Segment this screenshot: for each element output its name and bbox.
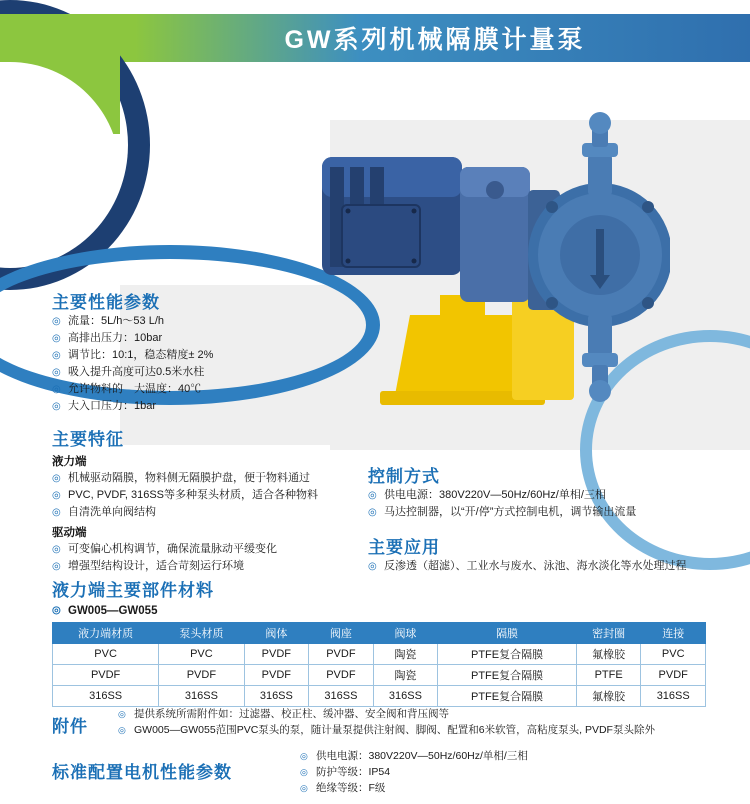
column-header: 阀座 [309,623,374,644]
table-cell: 陶瓷 [373,665,438,686]
list-item: ◎ 防护等级：IP54 [300,764,712,780]
materials-section-title: 液力端主要部件材料 [52,581,214,600]
column-header: 密封圈 [576,623,640,644]
list-item: ◎ 机械驱动隔膜，物料侧无隔膜护盘，便于物料通过 [52,470,382,487]
list-item: ◎ 马达控制器，以“开/停”方式控制电机，调节输出流量 [368,504,728,521]
column-header: 隔膜 [438,623,577,644]
list-item: ◎ 反渗透（超滤）、工业水与废水、泳池、海水淡化等水处理过程 [368,558,728,575]
table-cell: PVDF [244,644,309,665]
features-drive-list [52,541,382,575]
table-cell: 316SS [53,686,159,707]
table-cell: PVC [53,644,159,665]
table-cell: PVC [159,644,244,665]
table-cell: PVDF [159,665,244,686]
features-section-title: 主要特征 [52,430,124,449]
list-item: ◎ 流量：5L/h～53 L/h [52,313,382,330]
list-item: ◎ 供电电源：380V220V—50Hz/60Hz/单相/三相 [368,487,728,504]
table-cell: PVDF [309,644,374,665]
table-row [53,665,706,686]
table-cell: 氟橡胶 [576,686,640,707]
control-list [368,487,728,521]
table-row [53,644,706,665]
list-item: ◎ 提供系统所需附件如：过滤器、校正柱、缓冲器、安全阀和背压阀等 [118,706,712,722]
right-content-column [368,462,728,575]
column-header: 阀球 [373,623,438,644]
applications-section-title: 主要应用 [368,538,440,557]
page-title: GW系列机械隔膜计量泵 [284,26,586,54]
table-cell: 316SS [244,686,309,707]
table-cell: 陶瓷 [373,644,438,665]
accessories-section-title: 附件 [52,717,88,736]
table-cell: PVDF [244,665,309,686]
features-hydraulic-list [52,470,382,521]
list-item: ◎ 允许物料的 大温度：40℃ [52,381,382,398]
table-cell: PVC [641,644,706,665]
performance-list [52,313,382,415]
list-item: ◎ 可变偏心机构调节，确保流量脉动平缓变化 [52,541,382,558]
list-item: ◎ 绝缘等级：F级 [300,780,712,796]
list-item: ◎ 吸入提升高度可达0.5米水柱 [52,364,382,381]
list-item: ◎ GW005—GW055范围PVC泵头的泵，随计量泵提供注射阀、脚阀、配置和6米软管，高粘度泵头, PVDF泵头除外 [118,722,712,738]
left-content-column [52,288,382,575]
accessories-list [118,706,712,738]
table-cell: 316SS [309,686,374,707]
list-item: ◎ 供电电源：380V220V—50Hz/60Hz/单相/三相 [300,748,712,764]
list-item: ◎ 大入口压力：1bar [52,398,382,415]
model-range-label: ◎ GW005—GW055 [52,605,706,617]
motor-section-title: 标准配置电机性能参数 [52,763,232,782]
control-section-title: 控制方式 [368,467,440,486]
list-item: ◎ 调节比：10:1，稳态精度± 2% [52,347,382,364]
accessories-section [52,706,712,738]
table-cell: 316SS [373,686,438,707]
applications-list [368,558,728,575]
table-cell: 316SS [641,686,706,707]
list-item: ◎ 自清洗单向阀结构 [52,504,382,521]
list-item: ◎ 增强型结构设计，适合苛刻运行环境 [52,558,382,575]
performance-section-title: 主要性能参数 [52,293,160,312]
motor-list [300,748,712,796]
motor-section [52,748,712,796]
features-group-label-hydraulic: 液力端 [52,456,87,468]
table-header-row [53,623,706,644]
column-header: 阀体 [244,623,309,644]
table-row [53,686,706,707]
features-group-label-drive: 驱动端 [52,527,87,539]
table-cell: PVDF [641,665,706,686]
table-cell: PTFE [576,665,640,686]
column-header: 连接 [641,623,706,644]
list-item: ◎ 高排出压力：10bar [52,330,382,347]
materials-section [52,576,706,707]
table-cell: PTFE复合隔膜 [438,665,577,686]
table-cell: PVDF [53,665,159,686]
table-cell: PVDF [309,665,374,686]
table-cell: 氟橡胶 [576,644,640,665]
table-cell: PTFE复合隔膜 [438,644,577,665]
table-cell: PTFE复合隔膜 [438,686,577,707]
materials-table [52,622,706,707]
table-cell: 316SS [159,686,244,707]
list-item: ◎ PVC, PVDF, 316SS等多种泵头材质，适合各种物料 [52,487,382,504]
column-header: 泵头材质 [159,623,244,644]
column-header: 液力端材质 [53,623,159,644]
